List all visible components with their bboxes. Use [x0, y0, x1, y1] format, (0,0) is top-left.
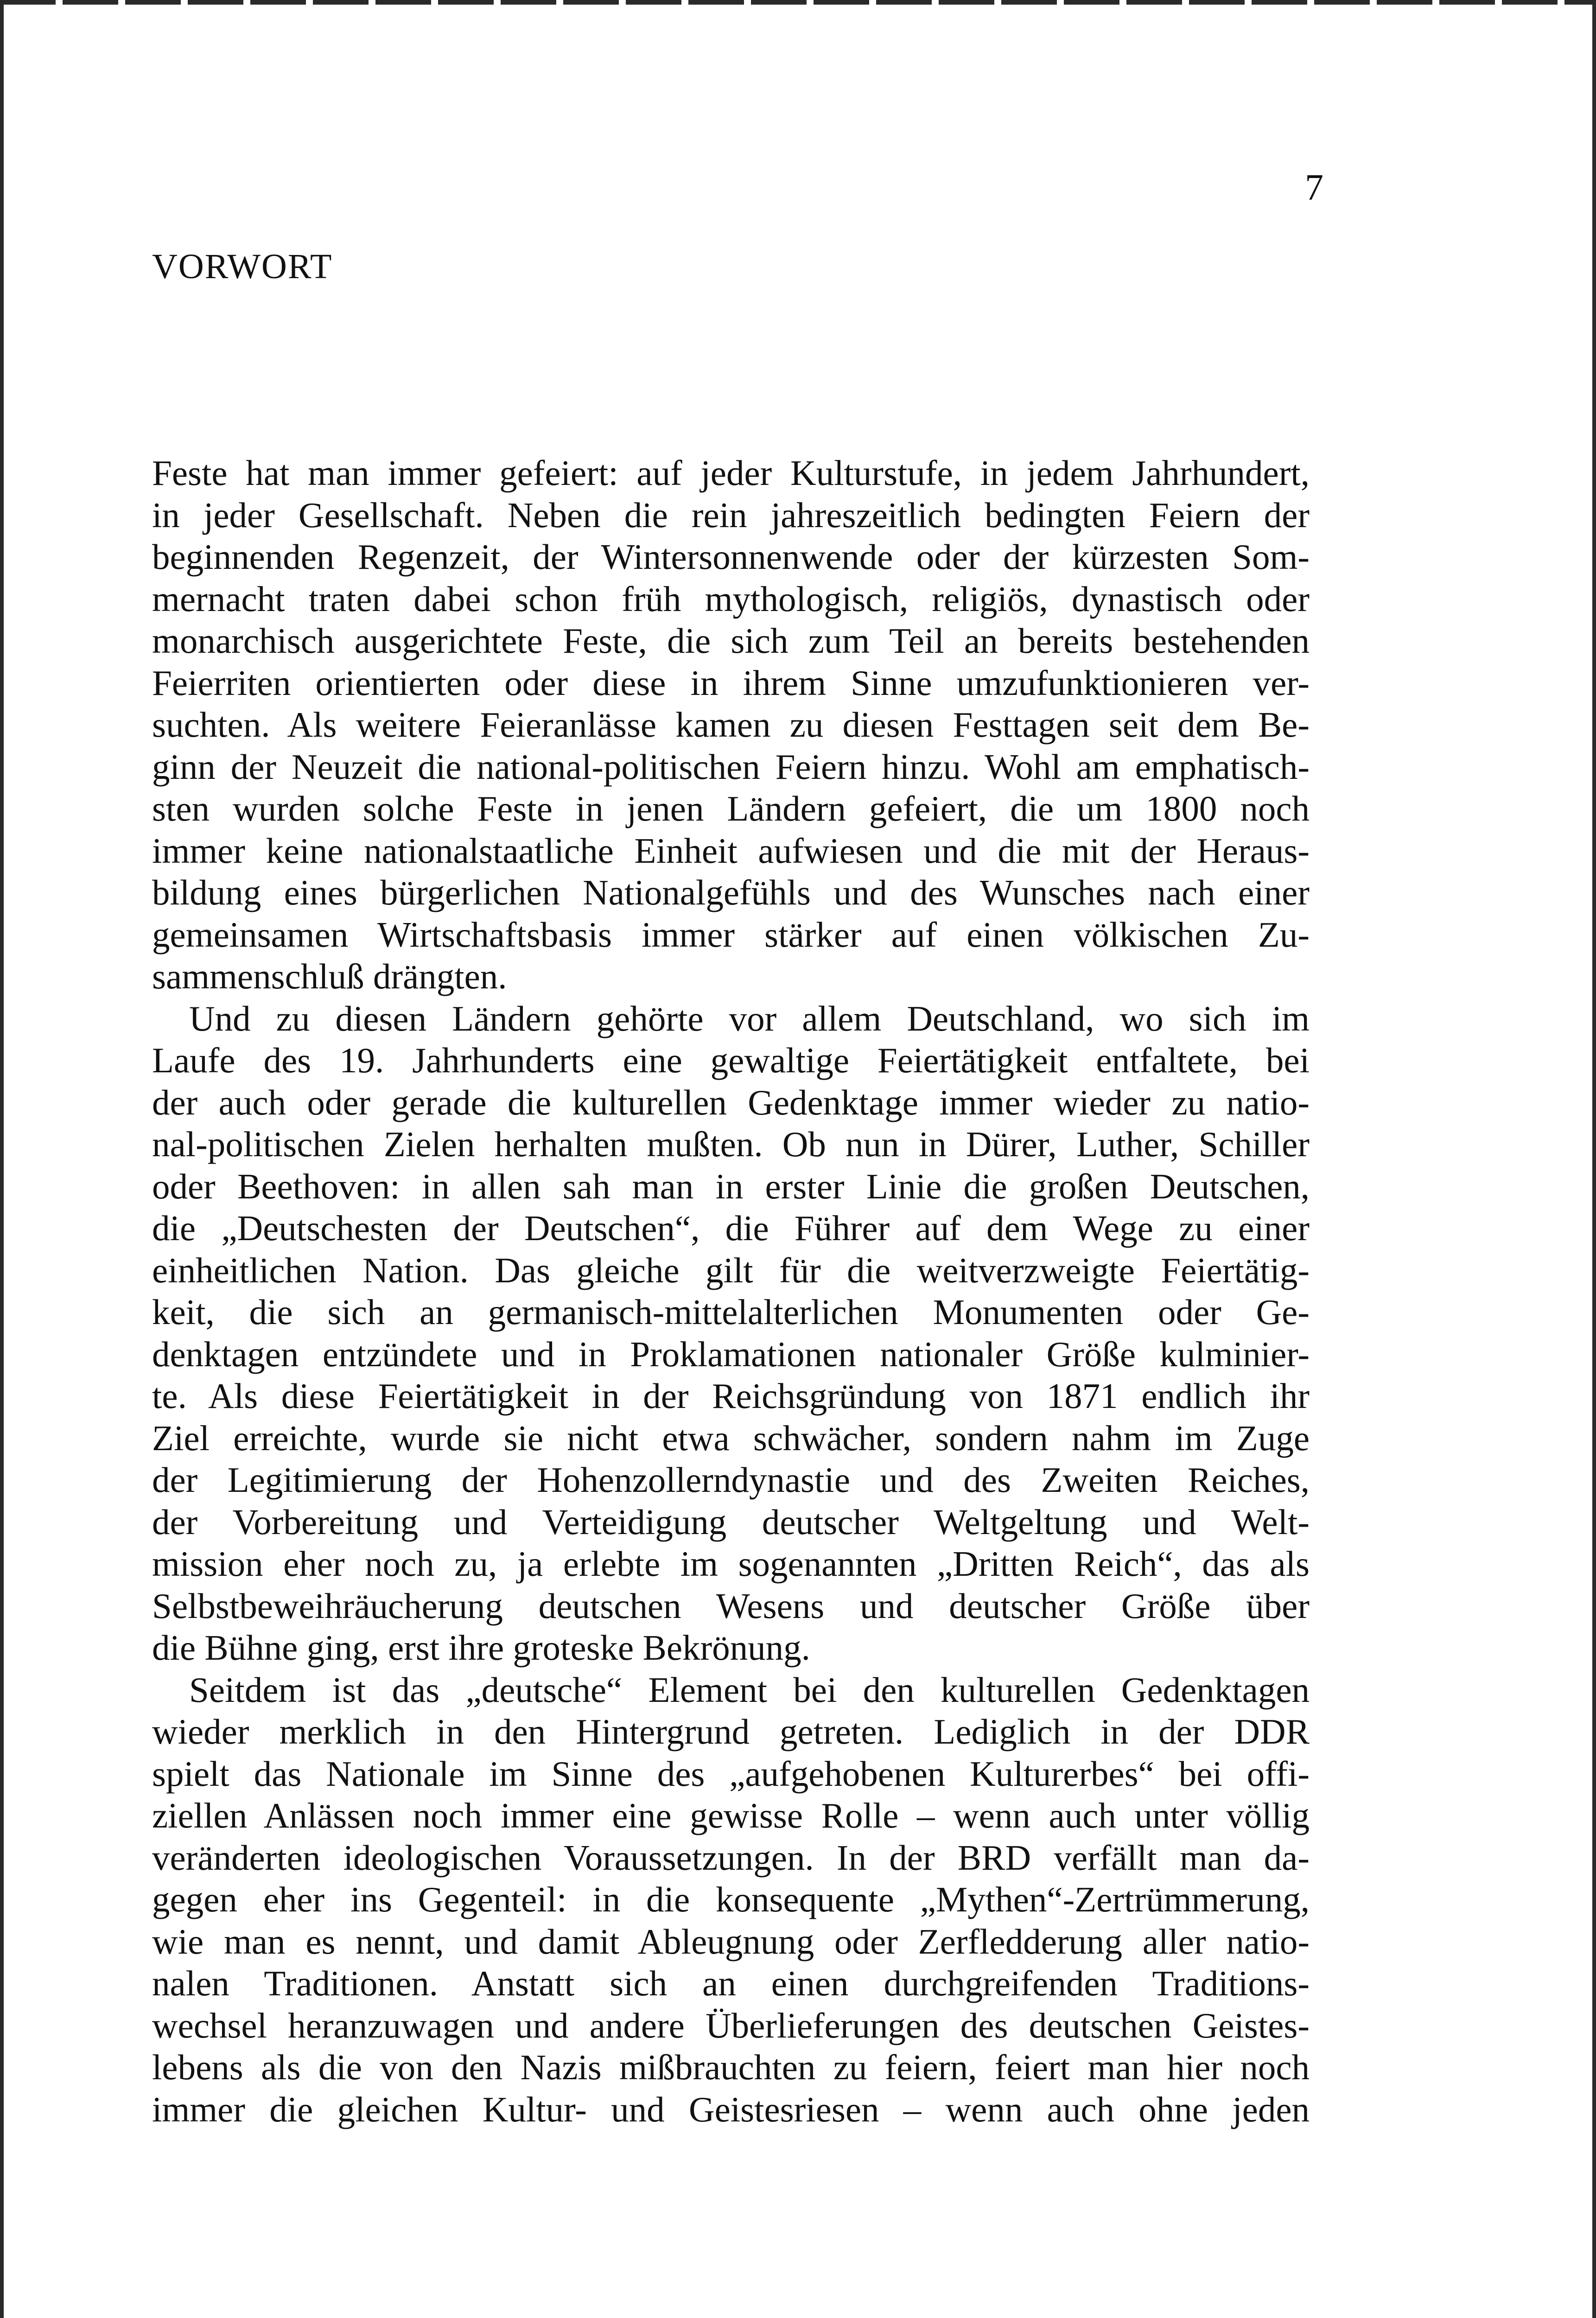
page-number: 7: [1305, 167, 1323, 208]
text-line: mission eher noch zu, ja erlebte im sogenannten „Dritten Reich“, das als: [152, 1544, 1310, 1584]
text-line: mernacht traten dabei schon früh mythologisch, religiös, dynastisch oder: [152, 579, 1310, 619]
text-line: immer die gleichen Kultur- und Geistesriesen – wenn auch ohne jeden: [152, 2089, 1310, 2129]
text-line: der Legitimierung der Hohenzollerndynastie und des Zweiten Reiches,: [152, 1460, 1310, 1500]
text-line: monarchisch ausgerichtete Feste, die sich zum Teil an bereits bestehenden: [152, 621, 1310, 661]
text-line: beginnenden Regenzeit, der Wintersonnenwende oder der kürzesten Som-: [152, 537, 1310, 577]
text-line: te. Als diese Feiertätigkeit in der Reichsgründung von 1871 endlich ihr: [152, 1376, 1310, 1416]
text-line: wie man es nennt, und damit Ableugnung oder Zerfledderung aller natio-: [152, 1921, 1310, 1961]
scan-border-left: [0, 0, 4, 2318]
text-line: veränderten ideologischen Voraussetzungen. In der BRD verfällt man da-: [152, 1837, 1310, 1878]
text-line: der Vorbereitung und Verteidigung deutscher Weltgeltung und Welt-: [152, 1502, 1310, 1542]
text-line: wechsel heranzuwagen und andere Überlieferungen des deutschen Geistes-: [152, 2005, 1310, 2045]
text-line: bildung eines bürgerlichen Nationalgefühls und des Wunsches nach einer: [152, 872, 1310, 912]
text-line: Und zu diesen Ländern gehörte vor allem Deutschland, wo sich im: [189, 998, 1310, 1038]
text-line: sammenschluß drängten.: [152, 956, 507, 996]
scan-border-top: [0, 0, 1596, 5]
chapter-title: VORWORT: [152, 247, 333, 286]
text-line: ginn der Neuzeit die national-politischen Feiern hinzu. Wohl am emphatisch-: [152, 746, 1310, 787]
scan-border-right: [1592, 0, 1596, 2318]
text-line: gemeinsamen Wirtschaftsbasis immer stärker auf einen völkischen Zu-: [152, 914, 1310, 955]
text-line: Feste hat man immer gefeiert: auf jeder Kulturstufe, in jedem Jahrhundert,: [152, 453, 1310, 493]
text-line: einheitlichen Nation. Das gleiche gilt für die weitverzweigte Feiertätig-: [152, 1250, 1310, 1290]
text-line: der auch oder gerade die kulturellen Gedenktage immer wieder zu natio-: [152, 1082, 1310, 1122]
text-line: denktagen entzündete und in Proklamationen nationaler Größe kulminier-: [152, 1334, 1310, 1374]
text-line: wieder merklich in den Hintergrund getreten. Lediglich in der DDR: [152, 1712, 1310, 1751]
text-line: nal-politischen Zielen herhalten mußten. Ob nun in Dürer, Luther, Schiller: [152, 1124, 1310, 1164]
text-line: Ziel erreichte, wurde sie nicht etwa schwächer, sondern nahm im Zuge: [152, 1418, 1310, 1458]
text-line: Laufe des 19. Jahrhunderts eine gewaltige Feiertätigkeit entfaltete, bei: [152, 1040, 1310, 1080]
text-line: ziellen Anlässen noch immer eine gewisse Rolle – wenn auch unter völlig: [152, 1796, 1310, 1835]
text-line: keit, die sich an germanisch-mittelalterlichen Monumenten oder Ge-: [152, 1292, 1310, 1332]
text-line: gegen eher ins Gegenteil: in die konsequente „Mythen“-Zertrümmerung,: [152, 1879, 1310, 1919]
paragraph: [152, 452, 1310, 998]
text-line: in jeder Gesellschaft. Neben die rein jahreszeitlich bedingten Feiern der: [152, 495, 1310, 535]
text-line: sten wurden solche Feste in jenen Ländern gefeiert, die um 1800 noch: [152, 789, 1310, 828]
text-line: die Bühne ging, erst ihre groteske Bekrönung.: [152, 1628, 810, 1668]
body-text: [152, 452, 1310, 2130]
text-line: Selbstbeweihräucherung deutschen Wesens und deutscher Größe über: [152, 1586, 1310, 1626]
text-line: Seitdem ist das „deutsche“ Element bei den kulturellen Gedenktagen: [189, 1669, 1310, 1710]
text-line: oder Beethoven: in allen sah man in erster Linie die großen Deutschen,: [152, 1166, 1310, 1206]
paragraph: [152, 998, 1310, 1669]
paragraph: [152, 1669, 1310, 2131]
text-line: spielt das Nationale im Sinne des „aufgehobenen Kulturerbes“ bei offi-: [152, 1753, 1310, 1794]
text-line: nalen Traditionen. Anstatt sich an einen durchgreifenden Traditions-: [152, 1963, 1310, 2003]
text-line: suchten. Als weitere Feieranlässe kamen zu diesen Festtagen seit dem Be-: [152, 705, 1310, 745]
text-line: Feierriten orientierten oder diese in ihrem Sinne umzufunktionieren ver-: [152, 662, 1310, 703]
text-line: immer keine nationalstaatliche Einheit aufwiesen und die mit der Heraus-: [152, 830, 1310, 871]
text-line: die „Deutschesten der Deutschen“, die Führer auf dem Wege zu einer: [152, 1208, 1310, 1248]
text-line: lebens als die von den Nazis mißbrauchten zu feiern, feiert man hier noch: [152, 2047, 1310, 2087]
